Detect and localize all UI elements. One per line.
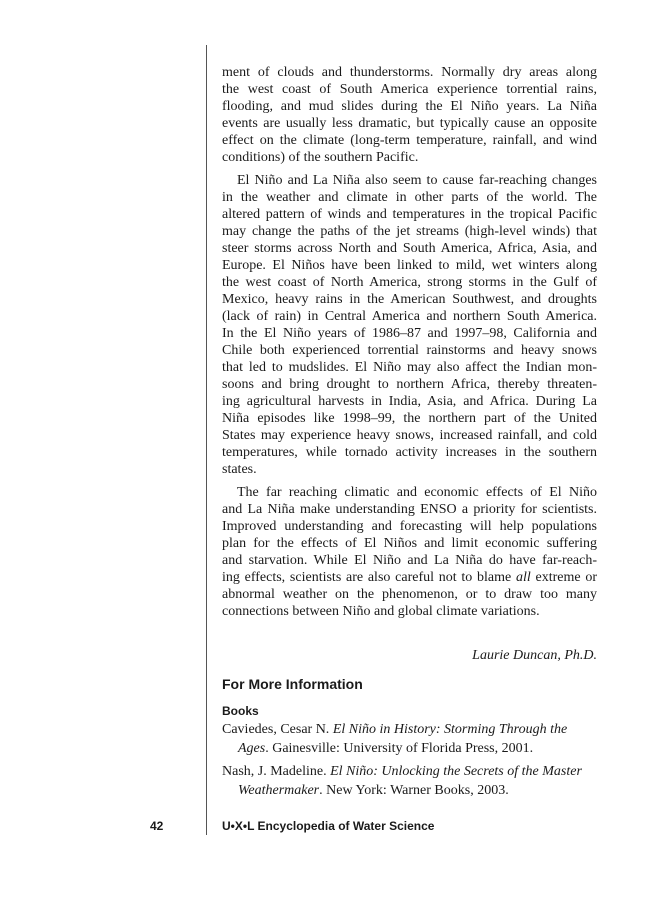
text-segment: extreme or [530,570,597,585]
italic-text: Ages [238,741,266,756]
text-line: Improved understanding and forecasting will help populations [222,519,597,534]
text-line: ment of clouds and thunderstorms. Normally dry areas along [222,65,597,80]
text-segment: Nash, J. Madeline. [222,764,331,779]
text-segment: . Gainesville: University of Florida Press, 2001. [265,741,534,756]
text-line: and La Niña make understanding ENSO a priority for scientists. [222,502,597,517]
text-line: in the weather and climate in other parts of the world. The [222,190,597,205]
section-heading: For More Information [222,676,363,692]
text-line: abnormal weather on the phenomenon, or to draw too many [222,587,597,602]
author-signature: Laurie Duncan, Ph.D. [472,648,597,663]
italic-text: El Niño in History: Storming Through the [332,722,568,737]
text-line [222,569,597,586]
reference-entry-1 [222,720,597,758]
reference-line [222,720,597,739]
text-line: altered pattern of winds and temperatures in the tropical Pacific [222,207,597,222]
reference-entry-2 [222,762,597,800]
text-line: events are usually less dramatic, but typically cause an opposite [222,116,597,131]
text-line: Europe. El Niños have been linked to mild, wet winters along [222,258,597,273]
italic-text: all [515,570,531,585]
reference-line [222,781,597,800]
text-line: flooding, and mud slides during the El Niño years. La Niña [222,99,597,114]
text-line: steer storms across North and South America, Africa, Asia, and [222,241,597,256]
text-line: the west coast of North America, strong storms in the Gulf of [222,275,597,290]
text-line: ing agricultural harvests in India, Asia, and Africa. During La [222,394,597,409]
margin-rule [206,45,207,835]
text-line: Mexico, heavy rains in the American Southwest, and droughts [222,292,597,307]
text-line: effect on the climate (long-term temperature, rainfall, and wind [222,133,597,148]
text-line: and starvation. While El Niño and La Niña do have far-reach- [222,553,597,568]
body-paragraph-3 [222,484,597,620]
text-line: states. [222,462,257,477]
text-segment: Caviedes, Cesar N. [222,722,333,737]
text-line: In the El Niño years of 1986–87 and 1997–98, California and [222,326,597,341]
italic-text: El Niño: Unlocking the Secrets of the Master [330,764,582,779]
text-line: States may experience heavy snows, increased rainfall, and cold [222,428,597,443]
text-line: Chile both experienced torrential rainstorms and heavy snows [222,343,597,358]
subsection-heading: Books [222,704,259,718]
text-line: connections between Niño and global climate variations. [222,604,540,619]
text-line: (lack of rain) in Central America and northern South America. [222,309,597,324]
body-paragraph-2 [222,172,597,478]
body-paragraph-1 [222,64,597,166]
page-number: 42 [150,819,164,833]
reference-line [222,762,597,781]
text-segment: . New York: Warner Books, 2003. [319,783,509,798]
text-line: The far reaching climatic and economic effects of El Niño [237,485,597,500]
text-line: may change the paths of the jet streams (high-level winds) that [222,224,597,239]
text-line: conditions) of the southern Pacific. [222,150,419,165]
text-line: the west coast of South America experience torrential rains, [222,82,597,97]
reference-line [222,739,597,758]
text-segment: ing effects, scientists are also careful not to blame [222,570,516,585]
italic-text: Weathermaker [238,783,320,798]
text-line: plan for the effects of El Niños and limit economic suffering [222,536,597,551]
text-line: El Niño and La Niña also seem to cause far-reaching changes [237,173,597,188]
footer-title: U•X•L Encyclopedia of Water Science [222,819,435,833]
text-line: temperatures, while tornado activity increases in the southern [222,445,597,460]
text-line: that led to mudslides. El Niño may also affect the Indian mon- [222,360,597,375]
text-line: Niña episodes like 1998–99, the northern part of the United [222,411,597,426]
text-line: soons and bring drought to northern Africa, thereby threaten- [222,377,597,392]
